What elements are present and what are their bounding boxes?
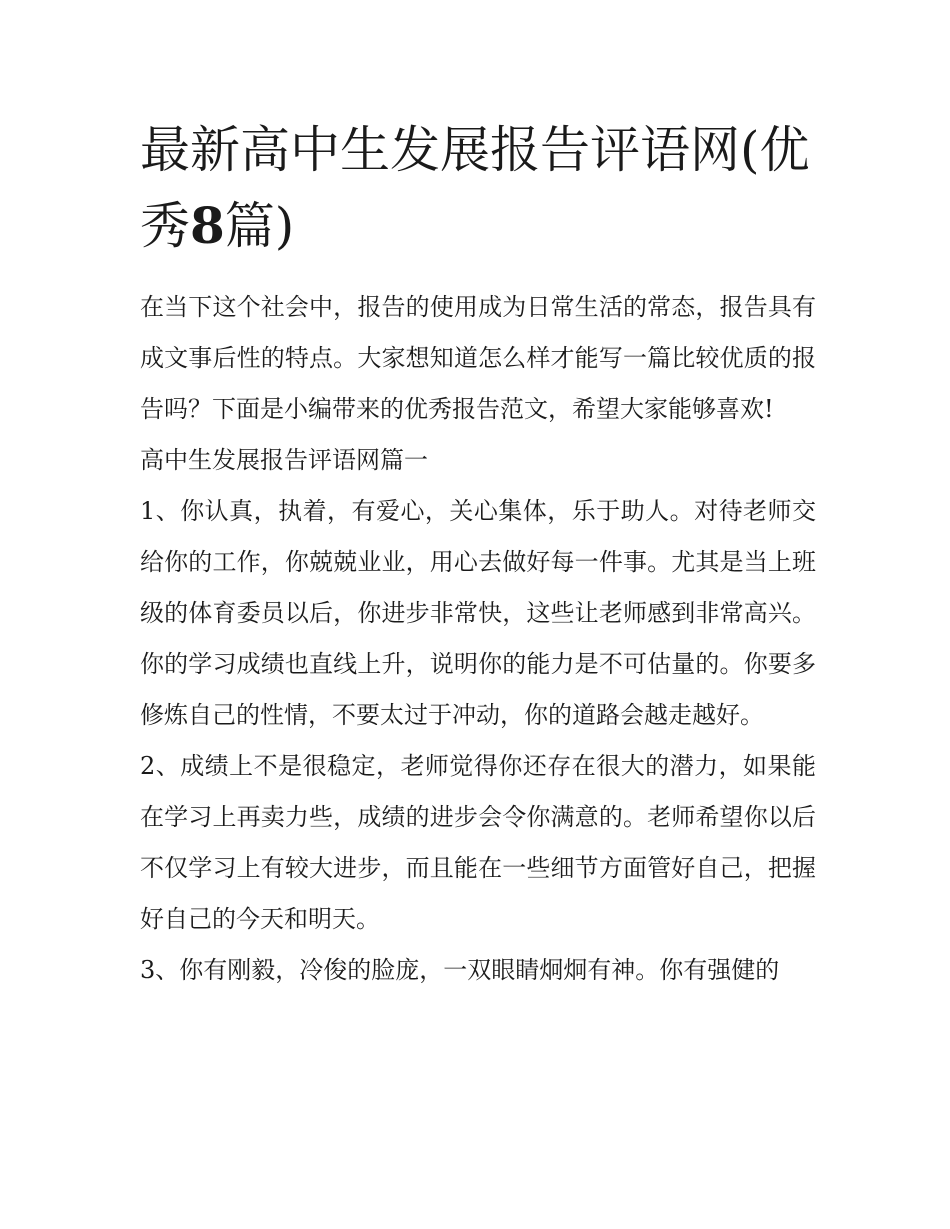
document-title <box>140 112 816 264</box>
intro-paragraph: 在当下这个社会中，报告的使用成为日常生活的常态，报告具有成文事后性的特点。大家想知道怎么样才能写一篇比较优质的报告吗？下面是小编带来的优秀报告范文，希望大家能够喜欢! <box>140 293 816 423</box>
comment-item-1: 1、你认真，执着，有爱心，关心集体，乐于助人。对待老师交给你的工作，你兢兢业业，用心去做好每一件事。尤其是当上班级的体育委员以后，你进步非常快，这些让老师感到非常高兴。你的学习成绩也直线上升，说明你的能力是不可估量的。你要多修炼自己的性情，不要太过于冲动，你的道路会越走越好。 <box>140 497 816 729</box>
title-number: 8 <box>190 196 225 255</box>
comment-item-2: 2、成绩上不是很稳定，老师觉得你还存在很大的潜力，如果能在学习上再卖力些，成绩的进步会令你满意的。老师希望你以后不仅学习上有较大进步，而且能在一些细节方面管好自己，把握好自己的今天和明天。 <box>140 752 816 933</box>
document-content <box>140 112 816 996</box>
section-heading: 高中生发展报告评语网篇一 <box>140 446 428 474</box>
title-text-part2: 篇) <box>224 197 295 255</box>
comment-item-3: 3、你有刚毅，冷俊的脸庞，一双眼睛炯炯有神。你有强健的 <box>140 956 780 984</box>
title-text-part1: 最新高中生发展报告评语网(优秀 <box>140 121 810 255</box>
